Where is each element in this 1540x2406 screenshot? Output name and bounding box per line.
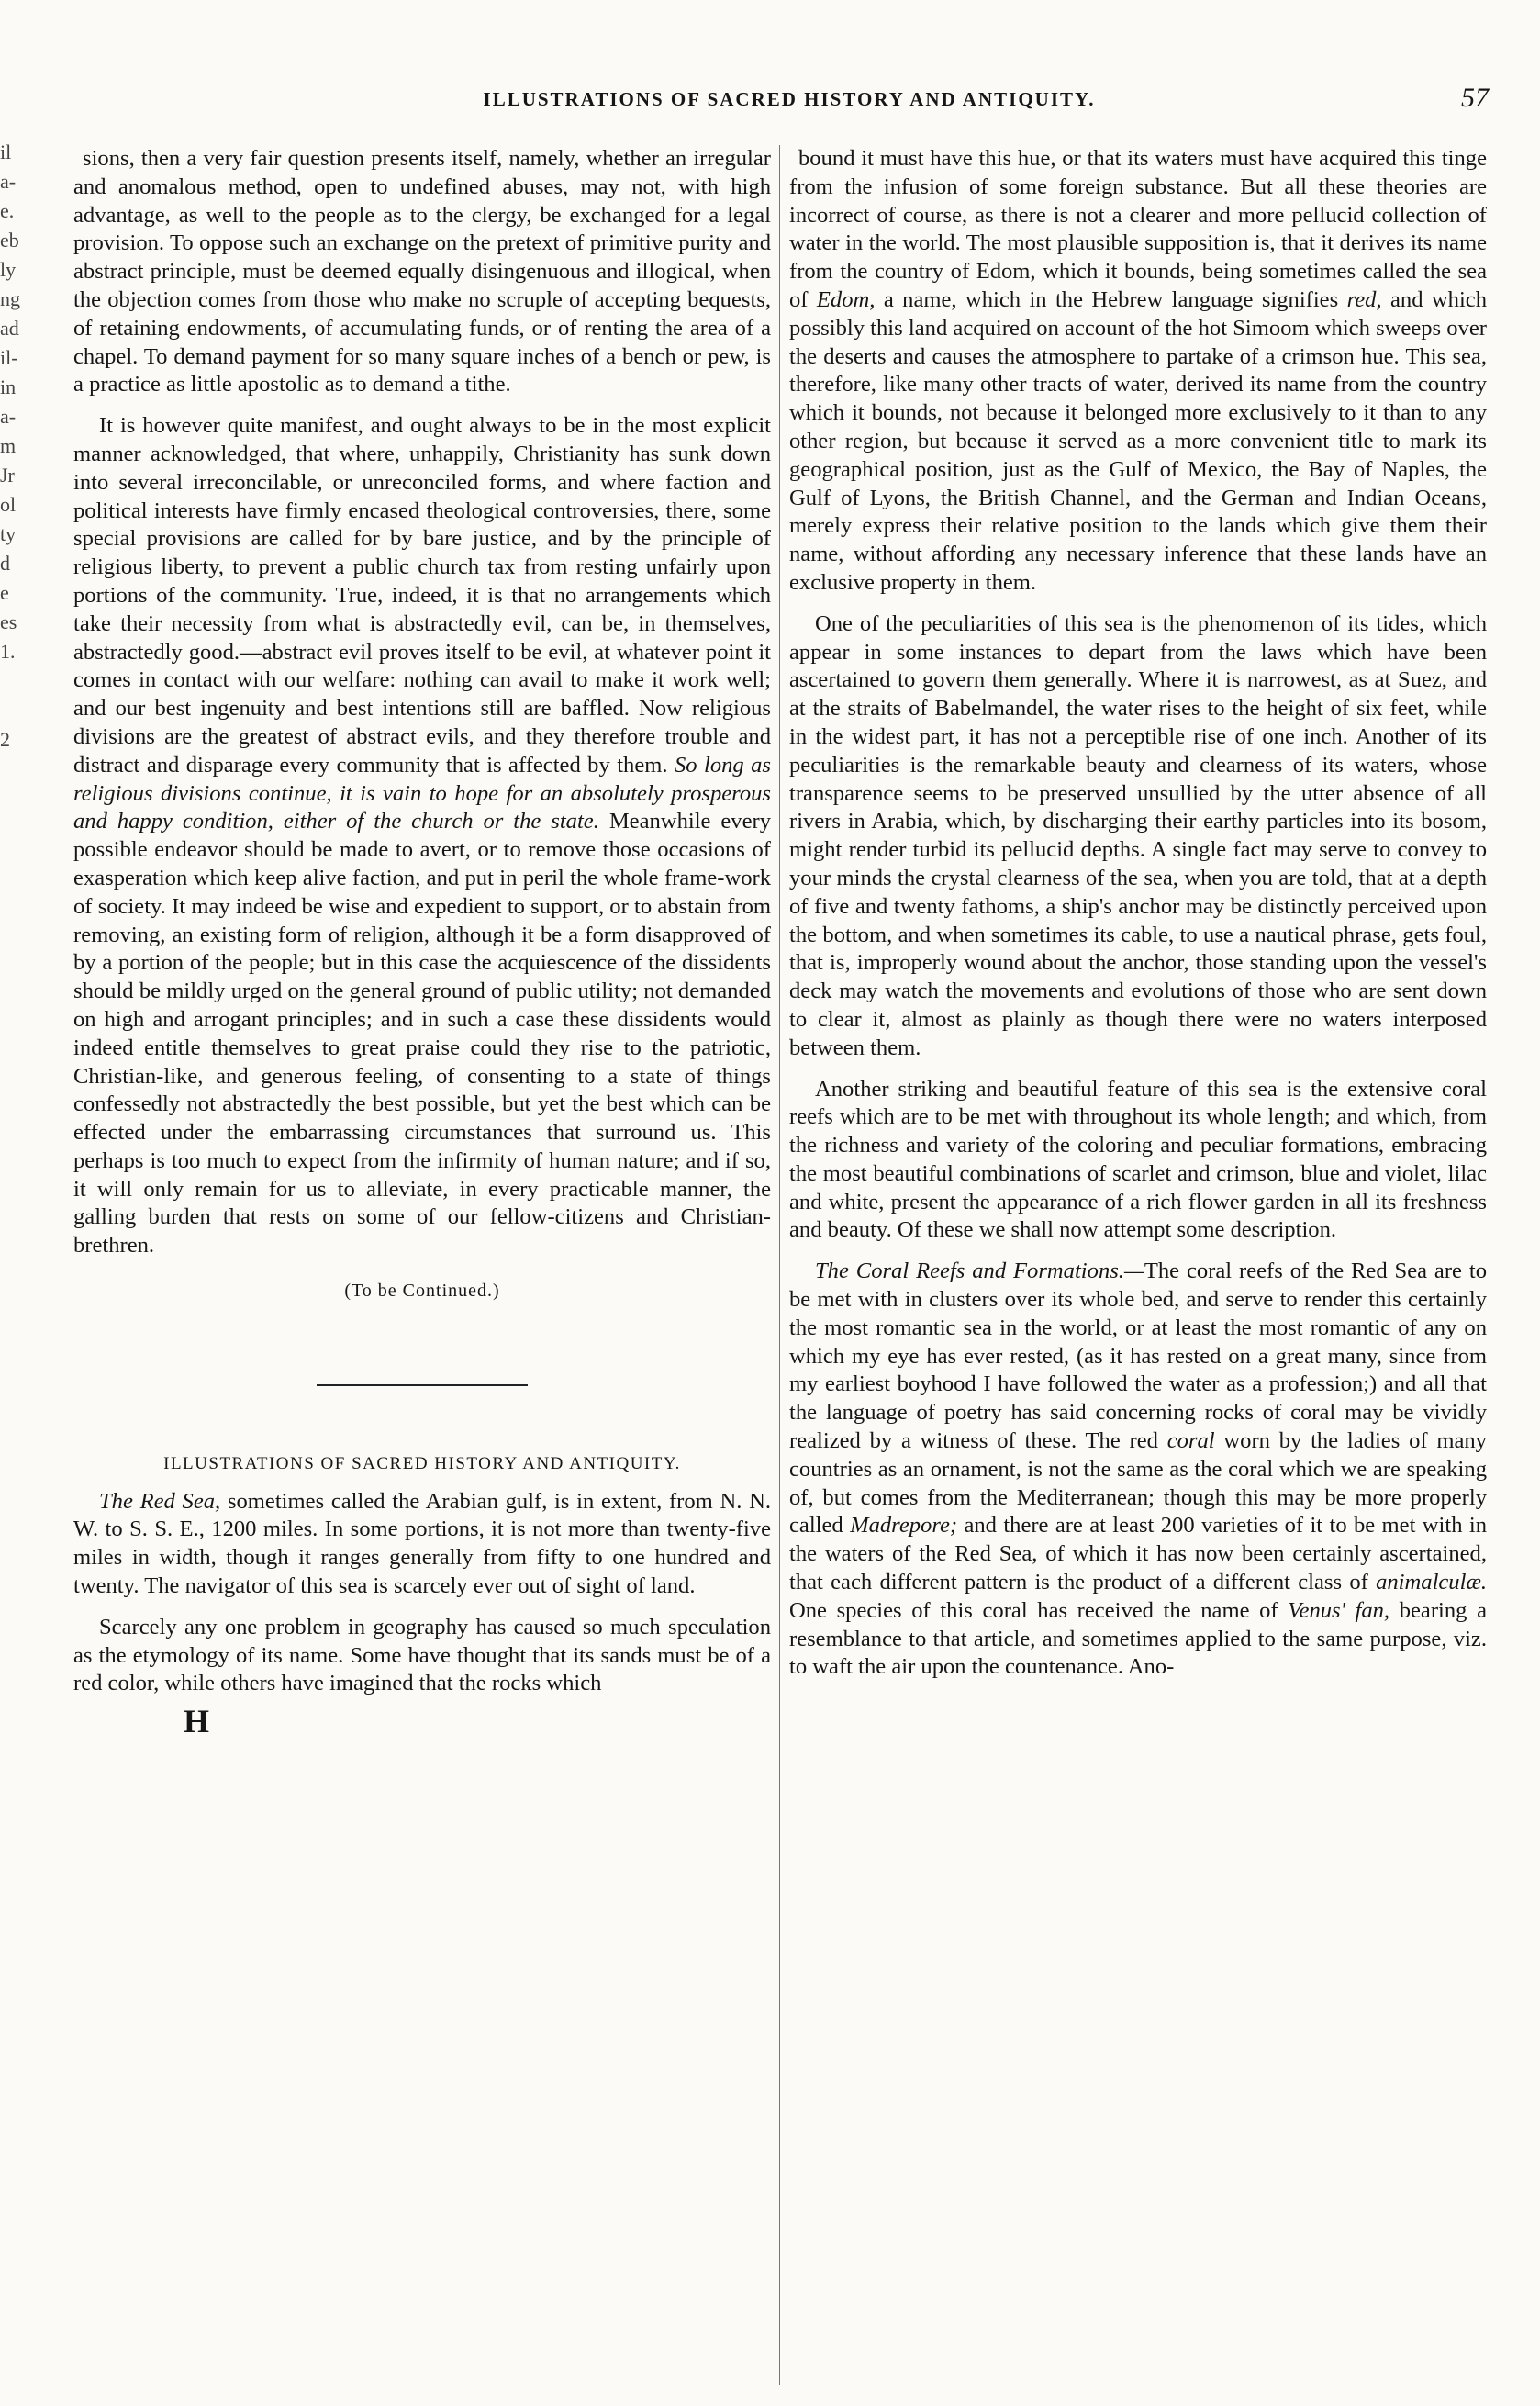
margin-mark: Jr: [0, 464, 15, 487]
paragraph: sions, then a very fair question presents itself, namely, whether an irregular and anomalous method, open to undefined abuses, may not, with high advantage, as well to the people as to the clergy, be exchanged for a legal provision. To oppose such an exchange on the pretext of primitive purity and abstract principle, must be deemed equally disingenuous and illogical, when the objection comes from those who make no scruple of accepting bequests, of retaining endowments, of accumulating funds, or of renting the area of a chapel. To demand payment for so many square inches of a bench or pew, is a practice as little apostolic as to demand a tithe.: [73, 146, 771, 397]
margin-mark: ly: [0, 258, 17, 281]
paragraph-text: bearing a resemblance to that article, and sometimes applied to the same purpose, viz. to waft the air upon the countenance. Ano-: [789, 1597, 1487, 1680]
paragraph-text: The coral reefs of the Red Sea are to be met with in clusters over its whole bed, and serve to render this certainly the most romantic sea in the world, or at least the most romantic of any on which my eye has ever rested, (as it has rested on a great many, since from my earliest boyhood I have followed the water as a profession;) and all that the language of poetry has said concerning rocks of coral may be vividly realized by a witness of these. The red: [789, 1259, 1487, 1454]
left-column: [73, 145, 772, 1740]
margin-mark: e.: [0, 199, 15, 222]
paragraph-text: worn by the ladies of many countries as an ornament, is not the same as the coral which we are speaking of, but comes from the Mediterranean; though this may be more properly called: [789, 1428, 1487, 1539]
margin-mark: [0, 666, 55, 696]
italic-word: red,: [1346, 286, 1382, 312]
paragraph: Another striking and beautiful feature of this sea is the extensive coral reefs which are to be met with throughout its whole length; and which, from the richness and variety of the coloring and peculiar formations, embracing the most beautiful combinations of scarlet and crimson, blue and violet, lilac and white, present the appearance of a rich flower garden in all its freshness and beauty. Of these we shall now attempt some description.: [789, 1076, 1487, 1243]
paragraph-text: a name, which in the Hebrew language signifies: [883, 286, 1339, 312]
italic-word: Madrepore;: [850, 1513, 958, 1539]
margin-bleed-through: [0, 138, 55, 2378]
subsection-heading: The Coral Reefs and Formations.—: [815, 1259, 1144, 1284]
margin-mark: ng: [0, 287, 20, 310]
italic-word: Venus' fan,: [1288, 1597, 1390, 1623]
paragraph-text: and there are at least 200 varieties of it to be met with in the waters of the Red Sea, of which it has now been certainly ascertained, that each different pattern is the product of a different class of: [789, 1513, 1487, 1595]
paragraph-text: It is however quite manifest, and ought always to be in the most explicit manner acknowledged, that where, unhappily, Christianity has sunk down into several irreconcilable, or unreconciled forms, and where faction and political interests have firmly encased theological controversies, there, some special provisions are called for by bare justice, and by the principle of religious liberty, to prevent a public church tax from resting unfairly upon portions of the community. True, indeed, it is that no arrangements which take their necessity from what is abstractedly evil, can be, in themselves, abstractedly good.—abstract evil proves itself to be evil, at whatever point it comes in contact with our welfare: nothing can avail to make it work well; and our best ingenuity and best intentions still are baffled. Now religious divisions are the greatest of abstract evils, and they therefore trouble and distract and disparage every community that is affected by them.: [73, 413, 771, 778]
to-be-continued: (To be Continued.): [344, 1281, 500, 1302]
margin-mark: [0, 1107, 55, 1136]
margin-mark: ty: [0, 522, 17, 545]
margin-mark: il: [0, 140, 12, 163]
margin-mark: m: [0, 434, 17, 457]
margin-mark: [0, 872, 55, 901]
margin-mark: [0, 901, 55, 931]
margin-mark: [0, 1166, 55, 1195]
paragraph-text: Meanwhile every possible endeavor should be made to avert, or to remove those occasions of exasperation which keep alive faction, and put in peril the whole frame-work of society. It may indeed be wise and expedient to support, or to abstain from removing, an existing form of religion, although it be a form disapproved of by a portion of the people; but in this case the acquiescence of the dissidents should be mildly urged on the general ground of public utility; not demanded on high and arrogant principles; and in such a case these dissidents would indeed entitle themselves to great praise could they rise to the patriotic, Christian-like, and generous feeling, of consenting to a state of things confessedly not abstractedly the best possible, but yet the best which can be effected under the embarrassing circumstances that surround us. This perhaps is too much to expect from the infirmity of human nature; and if so, it will only remain for us to alleviate, in every practicable manner, the galling burden that rests on some of our fellow-citizens and Christian-brethren.: [73, 809, 771, 1259]
signature-mark: H: [184, 1703, 210, 1740]
margin-mark: [0, 696, 55, 725]
right-column: [789, 145, 1487, 1682]
page-number: 57: [1461, 83, 1489, 113]
italic-word: Edom,: [816, 286, 876, 312]
paragraph-text: sometimes called the Arabian gulf, is in extent, from N. N. W. to S. S. E., 1200 miles. In some portions, it is not more than twenty-five miles in width, though it ranges generally from fifty to one hundred and twenty. The navigator of this sea is scarcely ever out of sight of land.: [73, 1488, 772, 1599]
section-title: ILLUSTRATIONS OF SACRED HISTORY AND ANTIQUITY.: [163, 1453, 681, 1473]
margin-mark: 1.: [0, 640, 16, 663]
paragraph-text: and which possibly this land acquired on account of the hot Simoom which sweeps over the deserts and causes the atmosphere to partake of a crimson hue. This sea, therefore, like many other tracts of water, derived its name from the country which it bounds, not because it belonged more exclusively to it than to any other region, but because it served as a more convenient title to mark its geographical position, just as the Gulf of Mexico, the Bay of Naples, the Gulf of Lyons, the British Channel, and the German and Indian Oceans, merely express their relative position to the lands which give them their name, without affording any necessary inference that these lands have an exclusive property in them.: [789, 286, 1488, 595]
paragraph: One of the peculiarities of this sea is the phenomenon of its tides, which appear in some instances to depart from the laws which have been ascertained to govern them generally. Where it is narrowest, as at Suez, and at the straits of Babelmandel, the water rises to the height of six feet, while in the widest part, it has not a perceptible rise of one inch. Another of its peculiarities is the remarkable beauty and clearness of its waters, whose transparence seems to be preserved unsullied by the utter absence of all rivers in Arabia, which, by discharging their earthy particles into its bosom, might render turbid its pellucid depths. A single fact may serve to convey to your minds the crystal clearness of the sea, when you are told, that at a depth of five and twenty fathoms, a ship's anchor may be distinctly perceived upon the bottom, and when sometimes its cable, to use a nautical phrase, gets foul, that is, improperly wound about the anchor, those standing upon the vessel's deck may watch the movements and evolutions of those who are sent down to clear it, almost as plainly as though there were no waters interposed between them.: [789, 610, 1487, 1060]
margin-mark: e: [0, 581, 9, 604]
margin-mark: ol: [0, 493, 17, 516]
margin-mark: [0, 1283, 55, 1313]
margin-mark: [0, 1136, 55, 1166]
margin-mark: in: [0, 375, 17, 398]
running-head: ILLUSTRATIONS OF SACRED HISTORY AND ANTIQUITY.: [483, 88, 1096, 110]
margin-mark: a-: [0, 170, 17, 193]
margin-mark: a-: [0, 405, 17, 428]
paragraph: Scarcely any one problem in geography has caused so much speculation as the etymology of its name. Some have thought that its sands must be of a red color, while others have imagined that the rocks which: [73, 1614, 771, 1696]
margin-mark: [0, 1225, 55, 1254]
paragraph: [73, 412, 771, 1260]
margin-mark: [0, 1313, 55, 1342]
margin-mark: d: [0, 552, 10, 575]
paragraph-text: bound it must have this hue, or that its waters must have acquired this tinge from the infusion of some foreign substance. But all these theories are incorrect of course, as there is not a clearer and more pellucid collection of water in the world. The most plausible supposition is, that it derives its name from the country of Edom, which it bounds, being sometimes called the sea of: [789, 146, 1487, 312]
section-divider: [317, 1384, 528, 1386]
margin-mark: [0, 784, 55, 813]
margin-mark: [0, 1019, 55, 1048]
margin-mark: [0, 1254, 55, 1283]
margin-mark: il-: [0, 346, 18, 369]
margin-mark: es: [0, 610, 17, 633]
page-header: [73, 83, 1505, 125]
paragraph-text: One species of this coral has received the name of: [789, 1597, 1278, 1623]
margin-mark: 2: [0, 728, 10, 751]
paragraph: [73, 1488, 771, 1601]
margin-mark: [0, 960, 55, 990]
margin-mark: [0, 1048, 55, 1078]
margin-mark: ad: [0, 317, 19, 340]
italic-word: animalculæ.: [1376, 1570, 1487, 1595]
paragraph: [789, 145, 1487, 598]
paragraph: [789, 1258, 1487, 1682]
margin-mark: [0, 990, 55, 1019]
margin-mark: eb: [0, 229, 19, 252]
margin-mark: [0, 813, 55, 843]
margin-mark: [0, 755, 55, 784]
red-sea-lead: The Red Sea,: [99, 1488, 221, 1514]
column-divider: [779, 145, 780, 2385]
italic-word: coral: [1166, 1428, 1215, 1454]
margin-mark: [0, 1195, 55, 1225]
italic-passage: So long as religious divisions continue, it is vain to hope for an absolutely prosperous and happy condition, either of the church or the state.: [73, 752, 772, 834]
margin-mark: [0, 843, 55, 872]
margin-mark: [0, 1078, 55, 1107]
margin-mark: [0, 931, 55, 960]
